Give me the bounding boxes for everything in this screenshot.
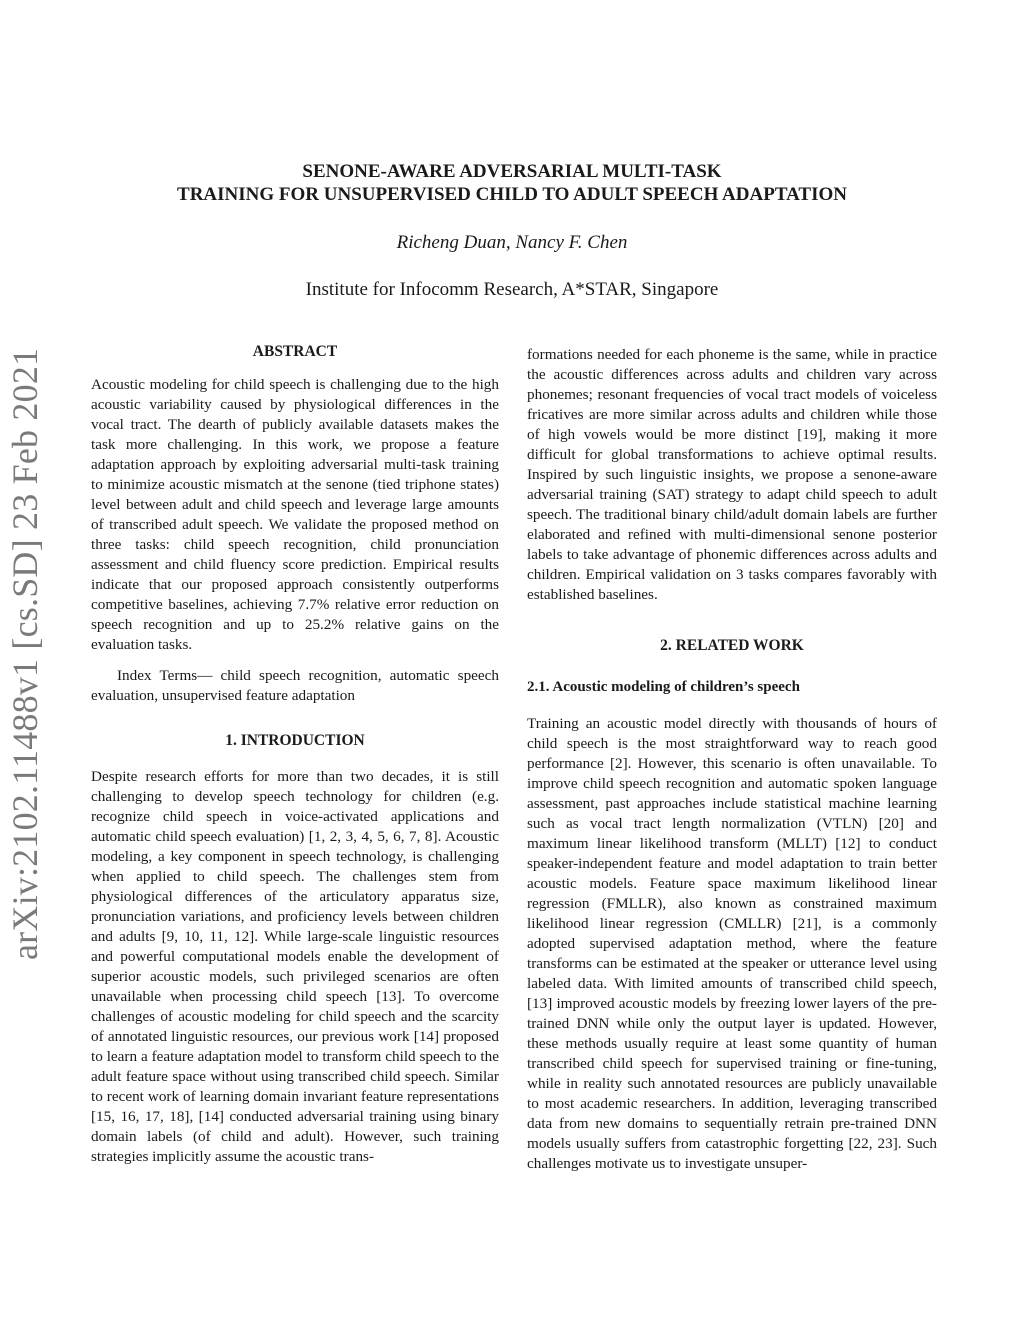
paper-title-line-1: SENONE-AWARE ADVERSARIAL MULTI-TASK <box>302 161 722 182</box>
related-work-heading: 2. RELATED WORK <box>660 637 804 654</box>
left-column <box>91 343 499 1167</box>
paper-title-line-2: TRAINING FOR UNSUPERVISED CHILD TO ADULT SPEECH ADAPTATION <box>177 184 847 205</box>
introduction-continued: formations needed for each phoneme is the same, while in practice the acoustic differences across adults and children vary across phonemes; resonant frequencies of vocal tract models of voiceless fricatives are more similar across adults and children while those of high vowels would be more distinct [19], making it more difficult for global transformations to achieve optimal results. Inspired by such linguistic insights, we propose a senone-aware adversarial training (SAT) strategy to adapt child speech to adult speech. The traditional binary child/adult domain labels are further elaborated and refined with multi-dimensional senone posterior labels to take advantage of phonemic differences across adults and children. Empirical validation on 3 tasks compares favorably with established baselines. <box>527 346 937 603</box>
subsection-heading: 2.1. Acoustic modeling of children’s speech <box>527 679 800 695</box>
index-terms: Index Terms— child speech recognition, automatic speech evaluation, unsupervised feature adaptation <box>91 667 499 704</box>
authors: Richeng Duan, Nancy F. Chen <box>396 232 628 253</box>
introduction-text: Despite research efforts for more than two decades, it is still challenging to develop speech technology for children (e.g. recognize child speech in voice-activated applications and automatic child speech evaluation) [1, 2, 3, 4, 5, 6, 7, 8]. Acoustic modeling, a key component in speech technology, is challenging when applied to child speech. The challenges stem from physiological differences of the articulatory apparatus size, pronunciation variations, and proficiency levels between children and adults [9, 10, 11, 12]. While large-scale linguistic resources and powerful computational models enable the development of superior acoustic models, such privileged scenarios are often unavailable when processing child speech [13]. To overcome challenges of acoustic modeling for child speech and the scarcity of annotated linguistic resources, our previous work [14] proposed to learn a feature adaptation model to transform child speech to the adult feature space without using transcribed child speech. Similar to recent work of learning domain invariant feature representations [15, 16, 17, 18], [14] conducted adversarial training using binary domain labels (of child and adult). However, such training strategies implicitly assume the acoustic trans- <box>91 768 499 1165</box>
abstract-heading: ABSTRACT <box>252 343 338 360</box>
introduction-heading: 1. INTRODUCTION <box>225 732 365 749</box>
right-column <box>527 345 937 1174</box>
abstract-text: Acoustic modeling for child speech is challenging due to the high acoustic variability caused by physiological differences in the vocal tract. The dearth of publicly available datasets makes the task more challenging. In this work, we propose a feature adaptation approach by exploiting adversarial multi-task training to minimize acoustic mismatch at the senone (tied triphone states) level between adult and child speech and leverage large amounts of transcribed adult speech. We validate the proposed method on three tasks: child speech recognition, child pronunciation assessment and child fluency score prediction. Empirical results indicate that our proposed approach consistently outperforms competitive baselines, achieving 7.7% relative error reduction on speech recognition and up to 25.2% relative gains on the evaluation tasks. <box>91 376 499 653</box>
affiliation: Institute for Infocomm Research, A*STAR, Singapore <box>305 279 719 300</box>
related-work-text: Training an acoustic model directly with thousands of hours of child speech is the most straightforward way to reach good performance [2]. However, this scenario is often unavailable. To improve child speech recognition and automatic spoken language assessment, past approaches include statistical machine learning such as vocal tract length normalization (VTLN) [20] and maximum linear likelihood transform (MLLT) [12] to conduct speaker-independent feature and model adaptation to train better acoustic models. Feature space maximum likelihood linear regression (FMLLR), also known as constrained maximum likelihood linear regression (CMLLR) [21], is a commonly adopted supervised adaptation method, where the feature transforms can be estimated at the speaker or utterance level using labeled data. With limited amounts of transcribed child speech, [13] improved acoustic models by freezing lower layers of the pre-trained DNN while only the output layer is updated. However, these methods usually require at least some quantity of human transcribed child speech for supervised training or fine-tuning, while in reality such annotated resources are publicly unavailable to most academic researchers. In addition, leveraging transcribed data from new domains to sequentially retrain pre-trained DNN models usually suffers from catastrophic forgetting [22, 23]. Such challenges motivate us to investigate unsuper- <box>527 715 937 1172</box>
arxiv-identifier: arXiv:2102.11488v1 [cs.SD] 23 Feb 2021 <box>5 347 45 960</box>
